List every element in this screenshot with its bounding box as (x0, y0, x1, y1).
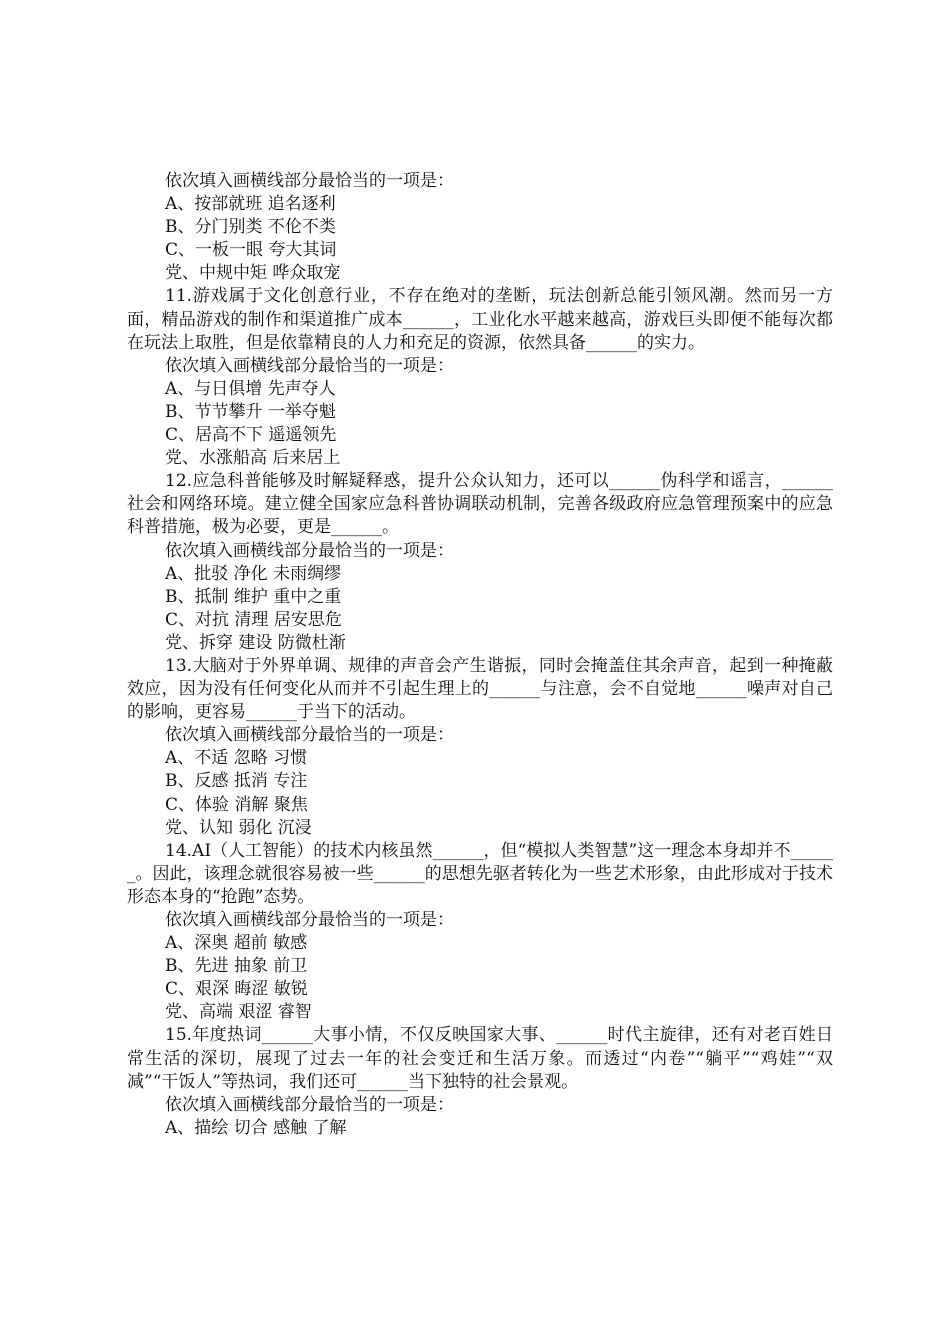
question-prompt: 依次填入画横线部分最恰当的一项是： (165, 910, 454, 930)
option-b: B、反感 抵消 专注 (165, 771, 308, 792)
option-b: B、抵制 维护 重中之重 (165, 586, 342, 607)
option-c: C、对抗 清理 居安思危 (165, 609, 342, 630)
option-d: 党、中规中矩 哗众取宠 (165, 263, 341, 284)
question-prompt: 依次填入画横线部分最恰当的一项是： (165, 355, 454, 376)
option-a: A、深奥 超前 敏感 (165, 933, 308, 954)
option-a: A、不适 忽略 习惯 (165, 748, 308, 769)
option-c: C、体验 消解 聚焦 (165, 794, 308, 815)
question-prompt: 依次填入画横线部分最恰当的一项是： (165, 725, 454, 746)
option-c: C、艰深 晦涩 敏锐 (165, 979, 308, 1000)
question-15-text: 15.年度热词______大事小情，不仅反映国家大事、______时代主旋律，还有对老百姓日常生活的深切，展现了过去一年的社会变迁和生活万象。而透过“内卷”“躺平”“鸡娃”“双减”“干饭人”等热词，我们还可______当下独特的社会景观。 (127, 1025, 833, 1092)
option-c: C、居高不下 遥遥领先 (165, 425, 337, 446)
question-prompt: 依次填入画横线部分最恰当的一项是： (165, 540, 454, 561)
option-c: C、一板一眼 夸大其词 (165, 240, 337, 261)
option-a: A、与日俱增 先声夺人 (165, 378, 336, 399)
option-a: A、按部就班 追名逐利 (165, 194, 336, 215)
option-d: 党、拆穿 建设 防微杜渐 (165, 632, 346, 653)
option-b: B、节节攀升 一举夺魁 (165, 401, 336, 422)
option-b: B、先进 抽象 前卫 (165, 956, 308, 977)
question-14-text: 14.AI（人工智能）的技术内核虽然______，但“模拟人类智慧”这一理念本身却并不______。因此，该理念就很容易被一些______的思想先驱者转化为一些艺术形象，由此形成对于技术形态本身的“抢跑”态势。 (127, 840, 833, 907)
option-d: 党、认知 弱化 沉浸 (165, 817, 312, 838)
option-d: 党、水涨船高 后来居上 (165, 448, 341, 469)
question-12-text: 12.应急科普能够及时解疑释惑，提升公众认知力，还可以______伪科学和谣言，______社会和网络环境。建立健全国家应急科普协调联动机制，完善各级政府应急管理预案中的应急科普措施，极为必要，更是______。 (127, 471, 833, 538)
option-b: B、分门别类 不伦不类 (165, 217, 336, 238)
document-body (127, 170, 833, 1140)
question-prompt: 依次填入画横线部分最恰当的一项是： (165, 1094, 454, 1115)
question-prompt: 依次填入画横线部分最恰当的一项是： (165, 171, 454, 191)
option-d: 党、高端 艰涩 睿智 (165, 1002, 312, 1023)
option-a: A、描绘 切合 感触 了解 (165, 1117, 347, 1138)
question-13-text: 13.大脑对于外界单调、规律的声音会产生谐振，同时会掩盖住其余声音，起到一种掩蔽效应，因为没有任何变化从而并不引起生理上的______与注意，会不自觉地______噪声对自己的影响，更容易______于当下的活动。 (127, 655, 833, 723)
option-a: A、批驳 净化 未雨绸缪 (165, 563, 342, 584)
question-11-text: 11.游戏属于文化创意行业，不存在绝对的垄断，玩法创新总能引领风潮。然而另一方面，精品游戏的制作和渠道推广成本______，工业化水平越来越高，游戏巨头即便不能每次都在玩法上取胜，但是依靠精良的人力和充足的资源，依然具备______的实力。 (127, 286, 833, 353)
